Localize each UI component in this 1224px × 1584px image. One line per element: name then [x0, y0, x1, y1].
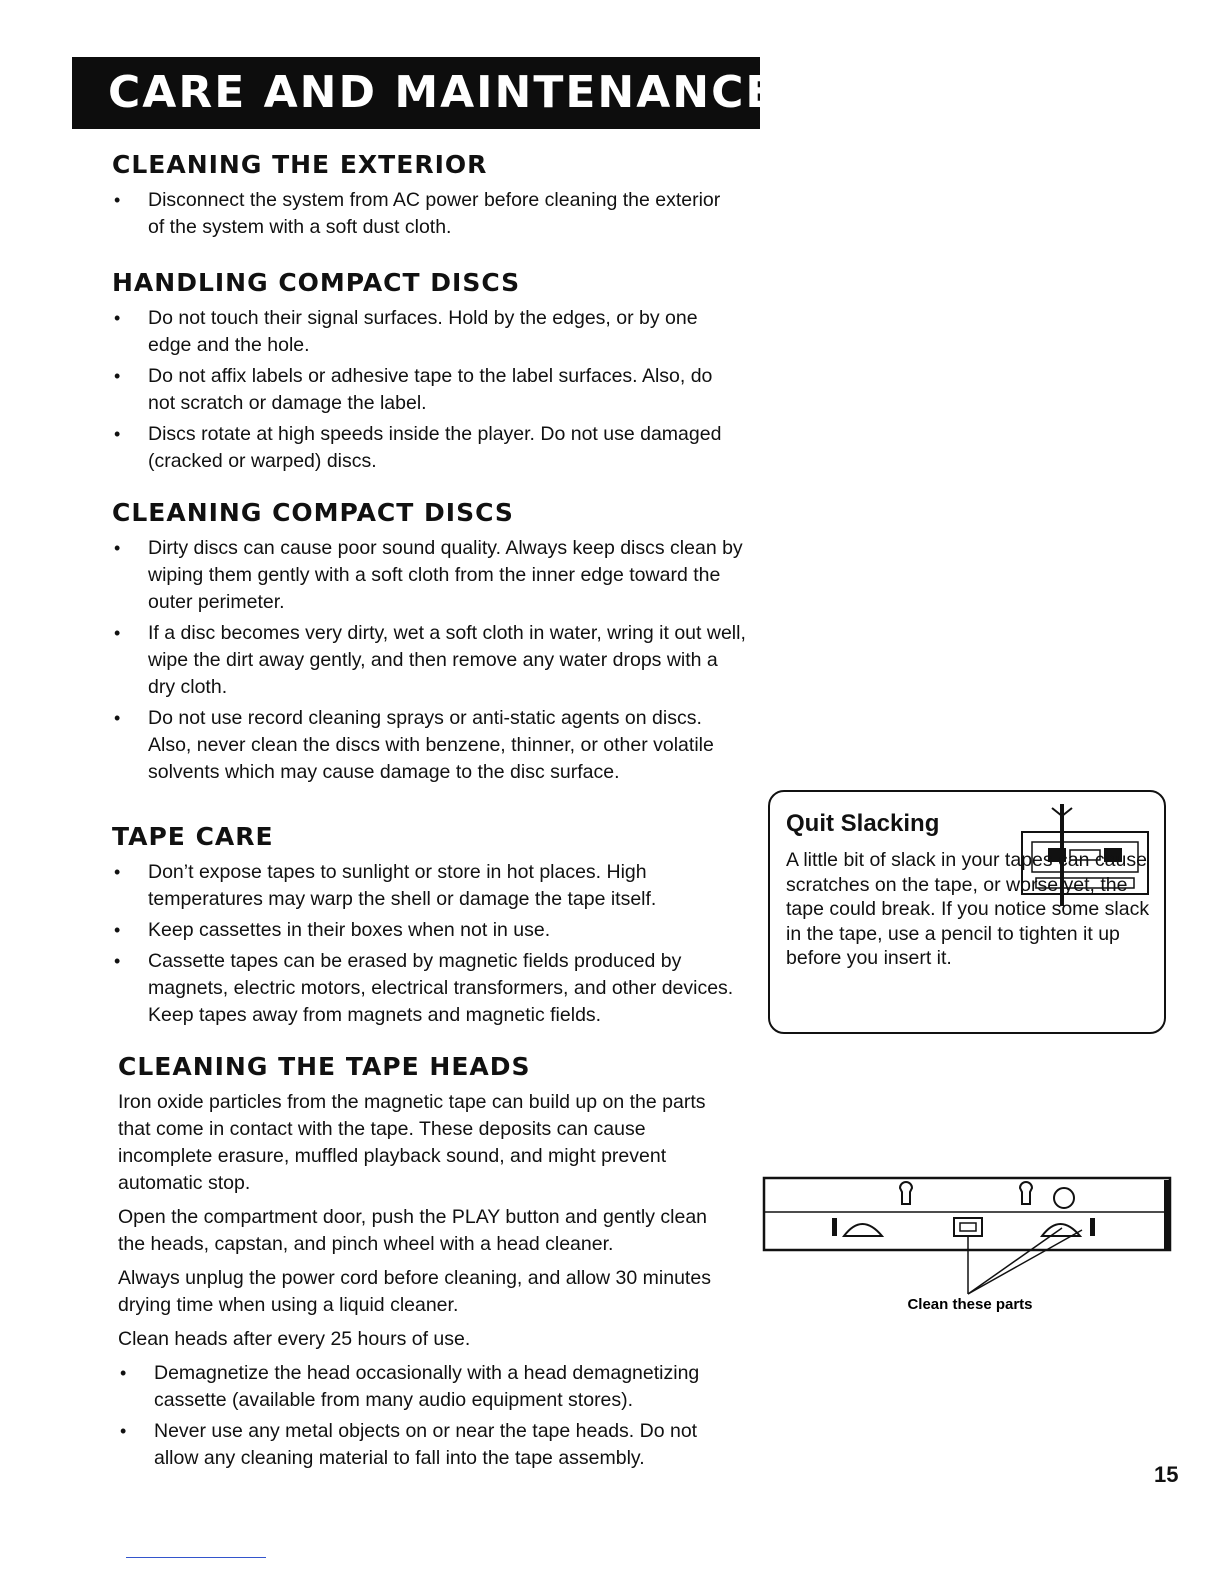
section-heading: CLEANING THE EXTERIOR [112, 150, 488, 179]
list-item: • If a disc becomes very dirty, wet a soft cloth in water, wring it out well, wipe the dirt away gently, and then remove any water drops with a dry cloth. [112, 620, 748, 701]
section-heading: CLEANING THE TAPE HEADS [118, 1052, 531, 1081]
list-item: • Disconnect the system from AC power before cleaning the exterior of the system with a soft dust cloth. [112, 187, 732, 241]
section-heading: HANDLING COMPACT DISCS [112, 268, 521, 297]
section-cleaning-tape-heads [118, 1052, 728, 1476]
title-banner [72, 57, 778, 129]
section-heading: TAPE CARE [112, 822, 274, 851]
section-cleaning-exterior [112, 150, 732, 245]
tape-head-diagram [762, 1168, 1178, 1323]
page-number: 15 [1154, 1462, 1179, 1487]
paragraph: Iron oxide particles from the magnetic tape can build up on the parts that come in contact with the tape. These deposits can cause incomplete erasure, muffled playback sound, and might prevent automatic stop. [118, 1091, 706, 1194]
list-item: • Do not touch their signal surfaces. Hold by the edges, or by one edge and the hole. [112, 305, 742, 359]
list-item: • Dirty discs can cause poor sound quality. Always keep discs clean by wiping them gently with a soft cloth from the inner edge toward the outer perimeter. [112, 535, 748, 616]
section-cleaning-discs [112, 498, 748, 790]
section-handling-discs [112, 268, 742, 479]
tape-mechanism-illustration [762, 1168, 1178, 1318]
section-tape-care [112, 822, 742, 1033]
list-item: • Demagnetize the head occasionally with a head demagnetizing cassette (available from many audio equipment stores). [118, 1360, 718, 1414]
paragraph: Always unplug the power cord before cleaning, and allow 30 minutes drying time when using a liquid cleaner. [118, 1267, 711, 1316]
tip-box [768, 790, 1166, 1034]
list-item: • Discs rotate at high speeds inside the player. Do not use damaged (cracked or warped) discs. [112, 421, 742, 475]
section-heading: CLEANING COMPACT DISCS [112, 498, 514, 527]
tip-title: Quit Slacking [786, 810, 940, 837]
paragraph: Open the compartment door, push the PLAY button and gently clean the heads, capstan, and pinch wheel with a head cleaner. [118, 1206, 708, 1255]
list-item: • Do not affix labels or adhesive tape to the label surfaces. Also, do not scratch or damage the label. [112, 363, 742, 417]
page-title: CARE AND MAINTENANCE [108, 67, 778, 118]
paragraph: Clean heads after every 25 hours of use. [118, 1328, 471, 1350]
list-item: • Do not use record cleaning sprays or anti-static agents on discs. Also, never clean the discs with benzene, thinner, or other volatile solvents which may cause damage to the disc surface. [112, 705, 748, 786]
list-item: • Don’t expose tapes to sunlight or store in hot places. High temperatures may warp the shell or damage the tape itself. [112, 859, 742, 913]
list-item: • Keep cassettes in their boxes when not in use. [112, 917, 742, 944]
list-item: • Never use any metal objects on or near the tape heads. Do not allow any cleaning material to fall into the tape assembly. [118, 1418, 718, 1472]
tip-text: A little bit of slack in your tapes can cause scratches on the tape, or worse yet, the tape could break. If you notice some slack in the tape, use a pencil to tighten it up before you insert it. [786, 849, 1150, 969]
list-item: • Cassette tapes can be erased by magnetic fields produced by magnets, electric motors, electrical transformers, and other devices. Keep tapes away from magnets and magnetic fields. [112, 948, 742, 1029]
footer-rule [126, 1557, 266, 1558]
diagram-caption: Clean these parts [907, 1296, 1033, 1313]
